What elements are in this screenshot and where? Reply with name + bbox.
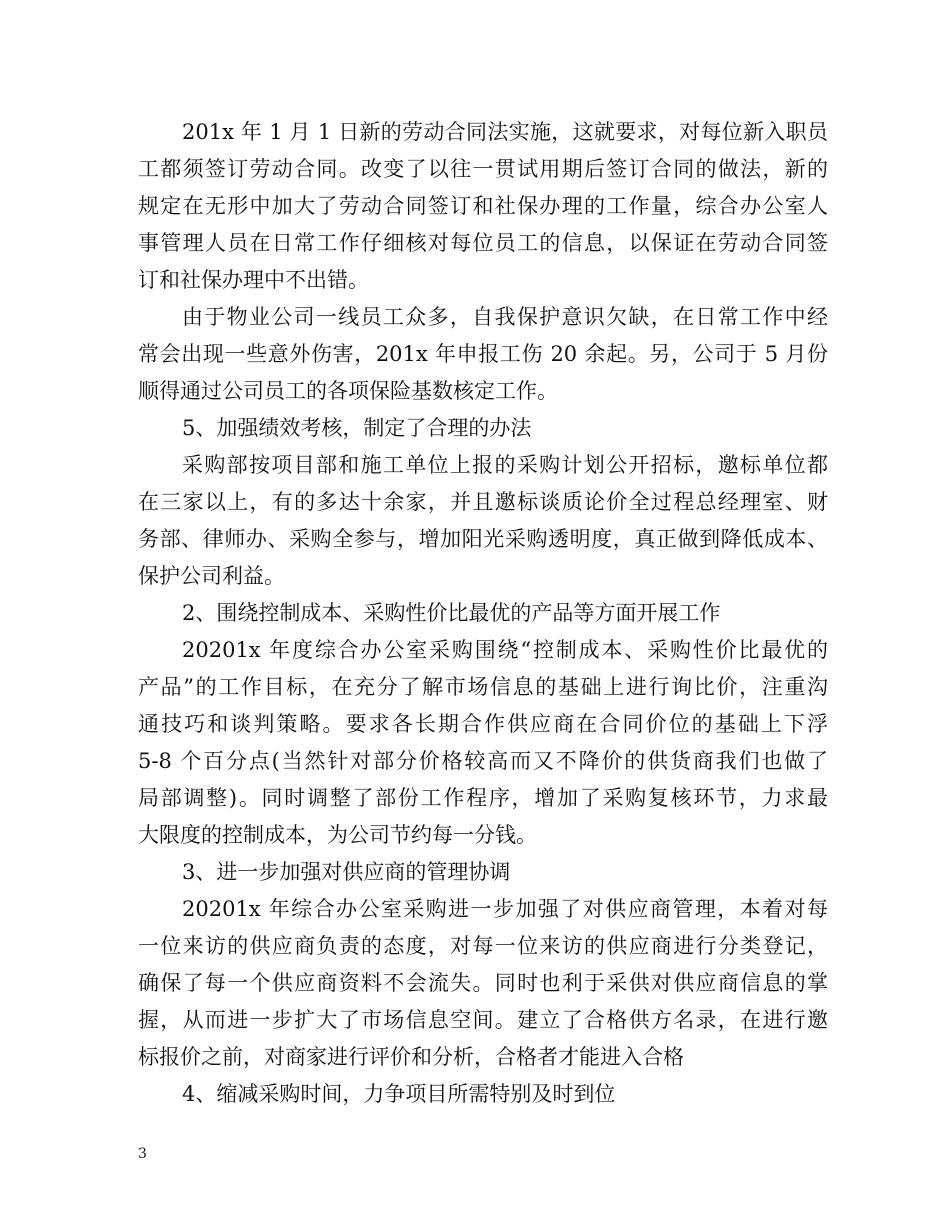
body-text-line: 规定在无形中加大了劳动合同签订和社保办理的工作量，综合办公室人 <box>138 194 828 218</box>
body-text-line: 大限度的控制成本，为公司节约每一分钱。 <box>138 823 537 847</box>
body-text-line: 握，从而进一步扩大了市场信息空间。建立了合格供方名录，在进行邀 <box>138 1008 828 1032</box>
section-heading: 5、加强绩效考核，制定了合理的办法 <box>182 416 532 440</box>
body-text-line: 采购部按项目部和施工单位上报的采购计划公开招标，邀标单位都 <box>182 453 828 477</box>
body-text-line: 20201x 年度综合办公室采购围绕“控制成本、采购性价比最优的 <box>182 638 828 662</box>
body-text-line: 常会出现一些意外伤害，201x 年申报工伤 20 余起。另，公司于 5 月份 <box>138 342 828 366</box>
body-text-line: 通技巧和谈判策略。要求各长期合作供应商在合同价位的基础上下浮 <box>138 712 828 736</box>
body-text-line: 一位来访的供应商负责的态度，对每一位来访的供应商进行分类登记， <box>138 934 828 958</box>
body-text-line: 20201x 年综合办公室采购进一步加强了对供应商管理，本着对每 <box>182 897 828 921</box>
body-text-line: 保护公司利益。 <box>138 564 285 588</box>
body-text-line: 局部调整)。同时调整了部份工作程序，增加了采购复核环节，力求最 <box>138 786 828 810</box>
page-number: 3 <box>138 1146 147 1162</box>
body-text-line: 事管理人员在日常工作仔细核对每位员工的信息，以保证在劳动合同签 <box>138 231 828 255</box>
body-text-line: 产品”的工作目标，在充分了解市场信息的基础上进行询比价，注重沟 <box>138 675 828 699</box>
body-text-line: 务部、律师办、采购全参与，增加阳光采购透明度，真正做到降低成本、 <box>138 527 828 551</box>
body-text-line: 在三家以上，有的多达十余家，并且邀标谈质论价全过程总经理室、财 <box>138 490 828 514</box>
body-text-line: 订和社保办理中不出错。 <box>138 268 369 292</box>
body-text-line: 由于物业公司一线员工众多，自我保护意识欠缺，在日常工作中经 <box>182 305 828 329</box>
section-heading: 3、进一步加强对供应商的管理协调 <box>182 860 511 884</box>
body-text-line: 201x 年 1 月 1 日新的劳动合同法实施，这就要求，对每位新入职员 <box>182 120 828 144</box>
section-heading: 4、缩减采购时间，力争项目所需特别及时到位 <box>182 1082 616 1106</box>
document-body <box>138 114 828 1113</box>
body-text-line: 标报价之前，对商家进行评价和分析，合格者才能进入合格 <box>138 1045 684 1069</box>
body-text-line: 顺得通过公司员工的各项保险基数核定工作。 <box>138 379 558 403</box>
section-heading: 2、围绕控制成本、采购性价比最优的产品等方面开展工作 <box>182 601 721 625</box>
body-text-line: 5-8 个百分点(当然针对部分价格较高而又不降价的供货商我们也做了 <box>138 749 828 773</box>
body-text-line: 确保了每一个供应商资料不会流失。同时也利于采供对供应商信息的掌 <box>138 971 828 995</box>
body-text-line: 工都须签订劳动合同。改变了以往一贯试用期后签订合同的做法，新的 <box>138 157 828 181</box>
